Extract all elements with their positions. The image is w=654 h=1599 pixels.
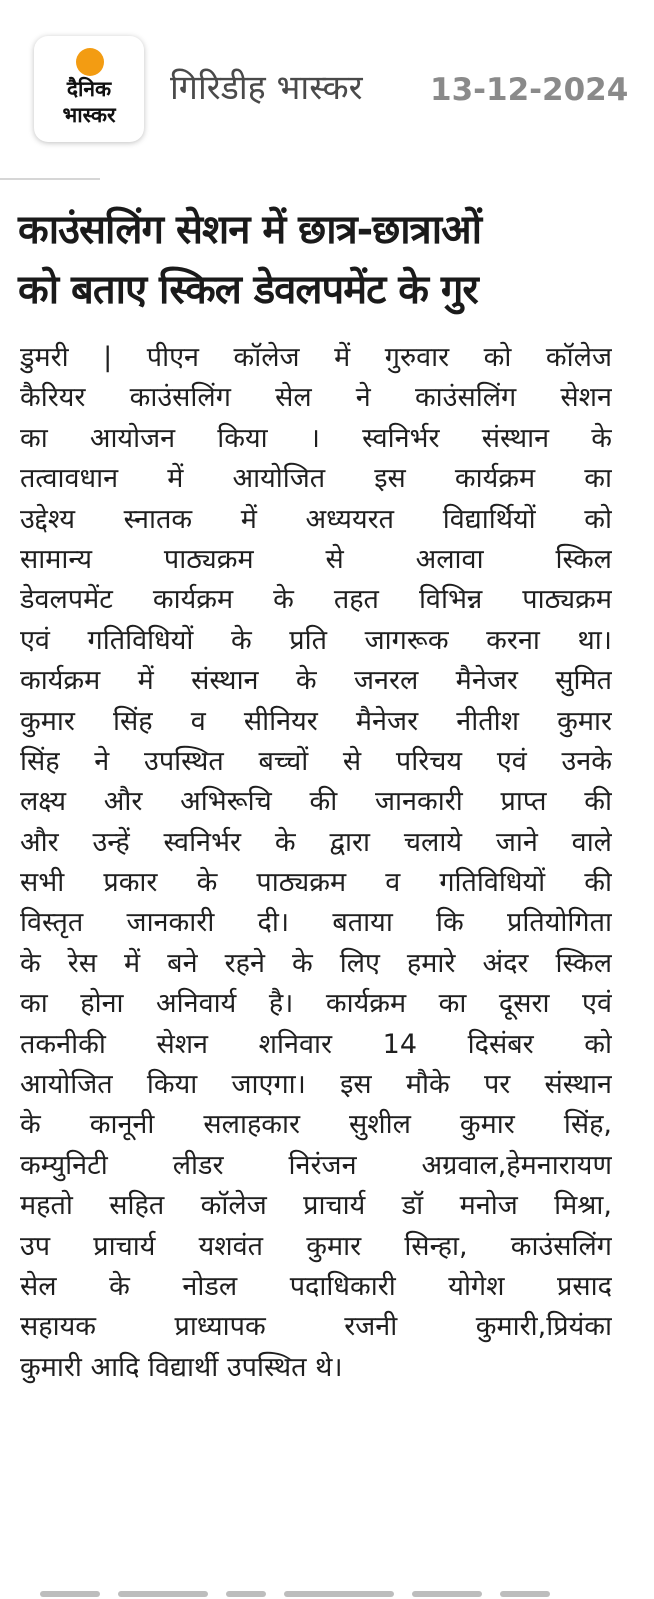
body-line: उप प्राचार्य यशवंत कुमार सिन्हा, काउंसलिंग [20,1230,612,1262]
body-line: के कानूनी सलाहकार सुशील कुमार सिंह, [20,1109,612,1141]
body-line: सभी प्रकार के पाठ्यक्रम व गतिविधियों की [20,867,612,899]
logo-text-line1: दैनिक [66,77,112,101]
article-body [20,338,612,1388]
body-line: कुमार सिंह व सीनियर मैनेजर नीतीश कुमार [20,705,612,737]
headline-line: को बताए स्किल डेवलपमेंट के गुर [18,267,478,313]
body-line: का होना अनिवार्य है। कार्यक्रम का दूसरा एवं [20,988,612,1020]
body-line: के रेस में बने रहने के लिए हमारे अंदर स्किल [20,947,612,979]
publication-date: 13-12-2024 [430,72,629,108]
body-line: लक्ष्य और अभिरूचि की जानकारी प्राप्त की [20,786,612,818]
body-line: उद्देश्य स्नातक में अध्ययरत विद्यार्थियों को [20,503,612,535]
page-header [0,0,654,170]
body-line: आयोजित किया जाएगा। इस मौके पर संस्थान [20,1069,612,1101]
body-line: महतो सहित कॉलेज प्राचार्य डॉ मनोज मिश्रा, [20,1190,612,1222]
body-line: सहायक प्राध्यापक रजनी कुमारी,प्रियंका [20,1311,612,1343]
article-headline [18,200,628,320]
next-article-cutoff [40,1582,600,1599]
body-line: सिंह ने उपस्थित बच्चों से परिचय एवं उनके [20,745,612,777]
body-line: कार्यक्रम में संस्थान के जनरल मैनेजर सुमित [20,665,612,697]
body-line: और उन्हें स्वनिर्भर के द्वारा चलाये जाने वाले [20,826,612,858]
body-line: डुमरी | पीएन कॉलेज में गुरुवार को कॉलेज [20,342,612,373]
body-line: कुमारी आदि विद्यार्थी उपस्थित थे। [20,1351,343,1383]
body-line: सामान्य पाठ्यक्रम से अलावा स्किल [20,543,612,575]
body-line: सेल के नोडल पदाधिकारी योगेश प्रसाद [20,1270,612,1302]
body-line: डेवलपमेंट कार्यक्रम के तहत विभिन्न पाठ्यक्रम [20,584,612,616]
logo-text-line2: भास्कर [62,103,116,127]
body-line: तत्वावधान में आयोजित इस कार्यक्रम का [20,463,612,495]
headline-line: काउंसलिंग सेशन में छात्र-छात्राओं [18,207,481,253]
body-line: कम्युनिटी लीडर निरंजन अग्रवाल,हेमनारायण [20,1149,612,1181]
body-line: एवं गतिविधियों के प्रति जागरूक करना था। [20,624,612,656]
header-divider [0,178,100,180]
edition-name: गिरिडीह भास्कर [170,68,363,108]
body-line: तकनीकी सेशन शनिवार 14 दिसंबर को [20,1028,612,1060]
body-line: का आयोजन किया । स्वनिर्भर संस्थान के [20,422,612,454]
body-line: विस्तृत जानकारी दी। बताया कि प्रतियोगिता [20,907,612,939]
body-line: कैरियर काउंसलिंग सेल ने काउंसलिंग सेशन [20,382,612,414]
sun-icon [76,48,104,76]
dainik-bhaskar-logo [34,36,144,142]
